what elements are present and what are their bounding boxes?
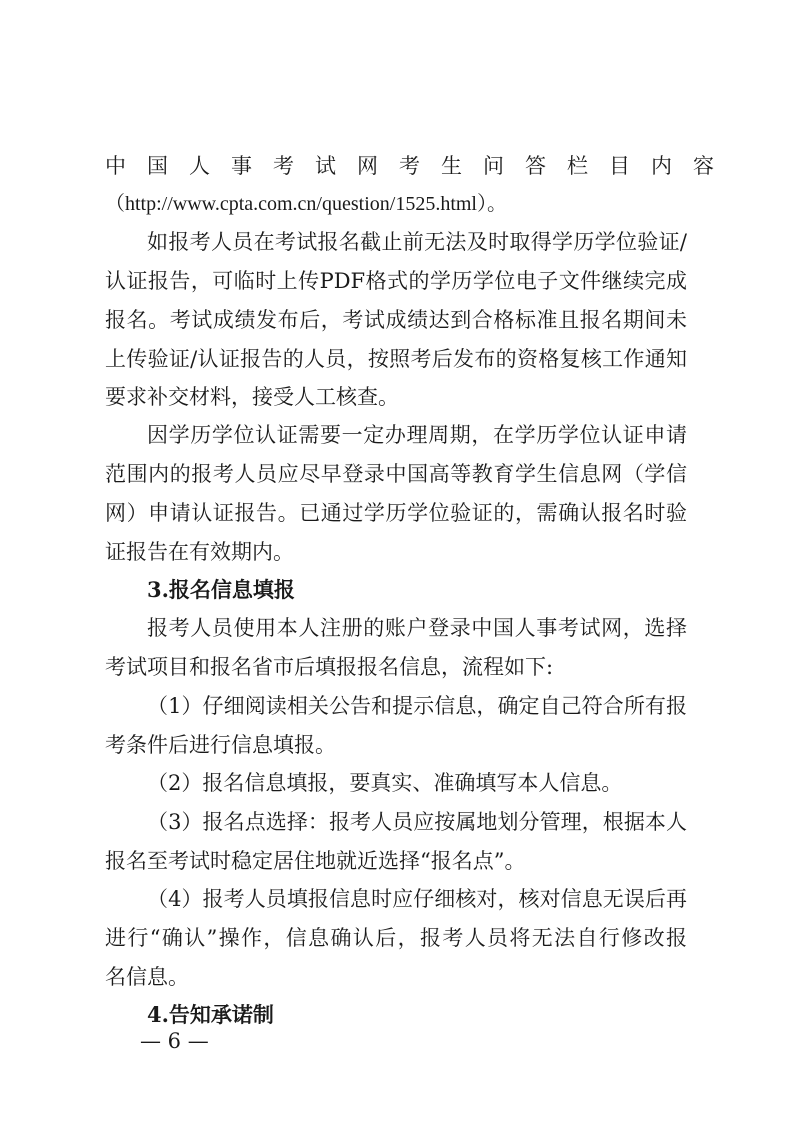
- cert-para-line: 网）申请认证报告。已通过学历学位验证的，需确认报名时验: [105, 501, 687, 525]
- cert-para-line: 因学历学位认证需要一定办理周期，在学历学位认证申请: [147, 423, 687, 447]
- step-1-line: 考条件后进行信息填报。: [105, 733, 336, 757]
- cert-para-line: 证报告在有效期内。: [105, 540, 294, 564]
- upload-para-line: 认证报告，可临时上传PDF格式的学历学位电子文件继续完成: [105, 269, 687, 293]
- fill-para-line: 考试项目和报名省市后填报报名信息，流程如下:: [105, 655, 554, 679]
- step-4-line: 名信息。: [105, 965, 189, 989]
- step-2-line: （2）报名信息填报，要真实、准确填写本人信息。: [147, 771, 623, 795]
- step-4-line: 进行“确认”操作，信息确认后，报考人员将无法自行修改报: [105, 926, 687, 950]
- intro-line-2-url: （http://www.cpta.com.cn/question/1525.html）。: [105, 193, 507, 215]
- cert-para-line: 范围内的报考人员应尽早登录中国高等教育学生信息网（学信: [105, 462, 687, 486]
- heading-registration-info: 3.报名信息填报: [147, 577, 295, 602]
- heading-notification-commitment: 4.告知承诺制: [147, 1002, 274, 1027]
- upload-para-line: 如报考人员在考试报名截止前无法及时取得学历学位验证/: [147, 230, 687, 254]
- page-number: — 6 —: [140, 1029, 209, 1053]
- step-3-line: （3）报名点选择：报考人员应按属地划分管理，根据本人: [147, 810, 687, 834]
- fill-para-line: 报考人员使用本人注册的账户登录中国人事考试网，选择: [147, 616, 687, 640]
- upload-para-line: 报名。考试成绩发布后，考试成绩达到合格标准且报名期间未: [105, 308, 687, 332]
- step-1-line: （1）仔细阅读相关公告和提示信息，确定自己符合所有报: [147, 694, 687, 718]
- step-3-line: 报名至考试时稳定居住地就近选择“报名点”。: [105, 849, 526, 873]
- intro-line-1: 中国人事考试网考生问答栏目内容: [105, 154, 735, 178]
- upload-para-line: 上传验证/认证报告的人员，按照考后发布的资格复核工作通知: [105, 347, 687, 371]
- upload-para-line: 要求补交材料，接受人工核查。: [105, 385, 399, 409]
- step-4-line: （4）报考人员填报信息时应仔细核对，核对信息无误后再: [147, 887, 687, 911]
